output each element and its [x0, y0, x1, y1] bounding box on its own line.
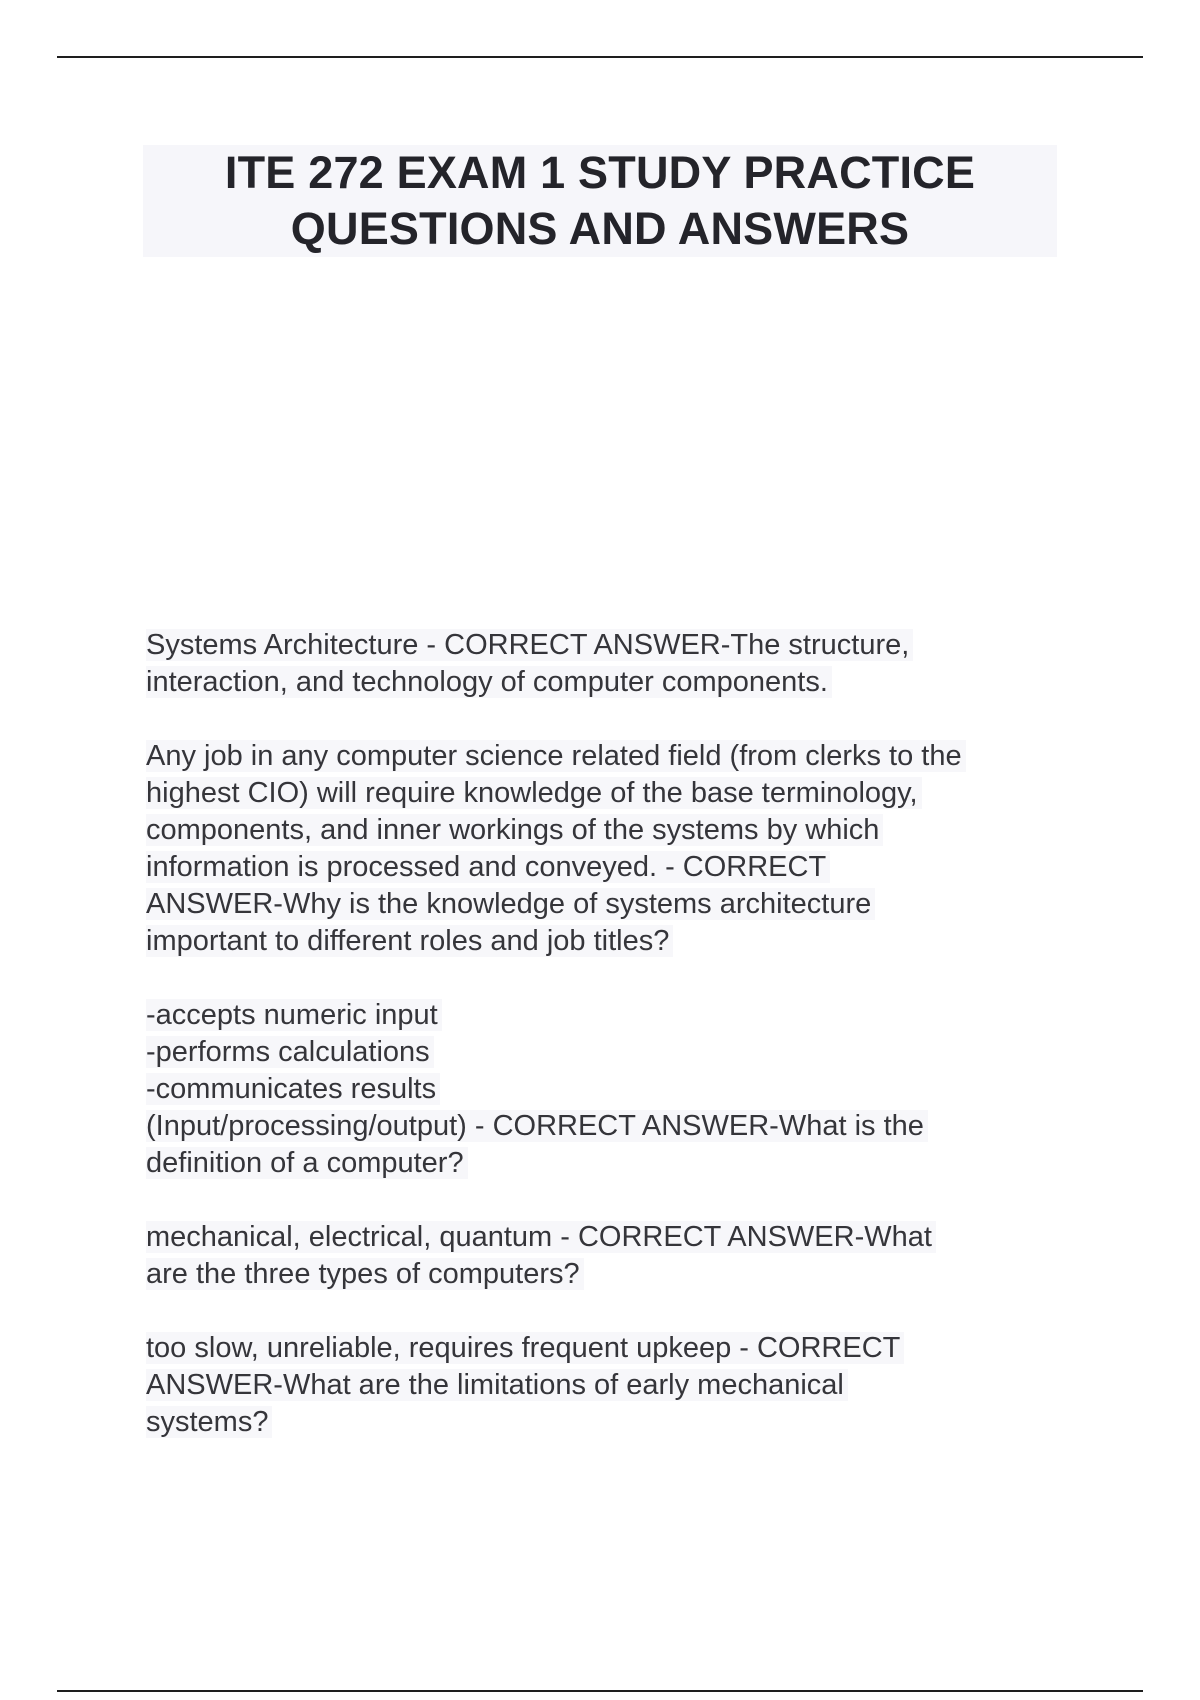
- qa-text-line: -communicates results: [146, 1073, 440, 1105]
- qa-text-line: Systems Architecture - CORRECT ANSWER-The structure,: [146, 629, 913, 661]
- qa-text-line: are the three types of computers?: [146, 1258, 584, 1290]
- qa-text-line: ANSWER-Why is the knowledge of systems architecture: [146, 888, 875, 920]
- qa-entry-systems-architecture: [146, 627, 1066, 701]
- title-line-2: QUESTIONS AND ANSWERS: [290, 203, 910, 254]
- qa-text-line: (Input/processing/output) - CORRECT ANSWER-What is the: [146, 1110, 928, 1142]
- qa-text-line: -accepts numeric input: [146, 999, 442, 1031]
- qa-text-line: systems?: [146, 1406, 272, 1438]
- qa-text-line: components, and inner workings of the systems by which: [146, 814, 883, 846]
- qa-text-line: highest CIO) will require knowledge of the base terminology,: [146, 777, 922, 809]
- qa-text-line: information is processed and conveyed. - CORRECT: [146, 851, 830, 883]
- qa-text-line: -performs calculations: [146, 1036, 434, 1068]
- bottom-divider: [57, 1690, 1143, 1692]
- qa-entry-mechanical-limitations: [146, 1330, 1066, 1441]
- top-divider: [57, 56, 1143, 58]
- qa-entry-computer-definition: [146, 997, 1066, 1182]
- qa-text-line: ANSWER-What are the limitations of early mechanical: [146, 1369, 848, 1401]
- document-title: [143, 145, 1057, 257]
- title-line-1: ITE 272 EXAM 1 STUDY PRACTICE: [224, 147, 976, 198]
- qa-text-line: mechanical, electrical, quantum - CORRECT ANSWER-What: [146, 1221, 936, 1253]
- qa-text-line: too slow, unreliable, requires frequent upkeep - CORRECT: [146, 1332, 904, 1364]
- qa-entry-computer-types: [146, 1219, 1066, 1293]
- qa-text-line: Any job in any computer science related field (from clerks to the: [146, 740, 966, 772]
- qa-entry-why-knowledge: [146, 738, 1066, 960]
- qa-text-line: important to different roles and job titles?: [146, 925, 673, 957]
- qa-list: [146, 627, 1066, 1478]
- qa-text-line: definition of a computer?: [146, 1147, 468, 1179]
- qa-text-line: interaction, and technology of computer components.: [146, 666, 832, 698]
